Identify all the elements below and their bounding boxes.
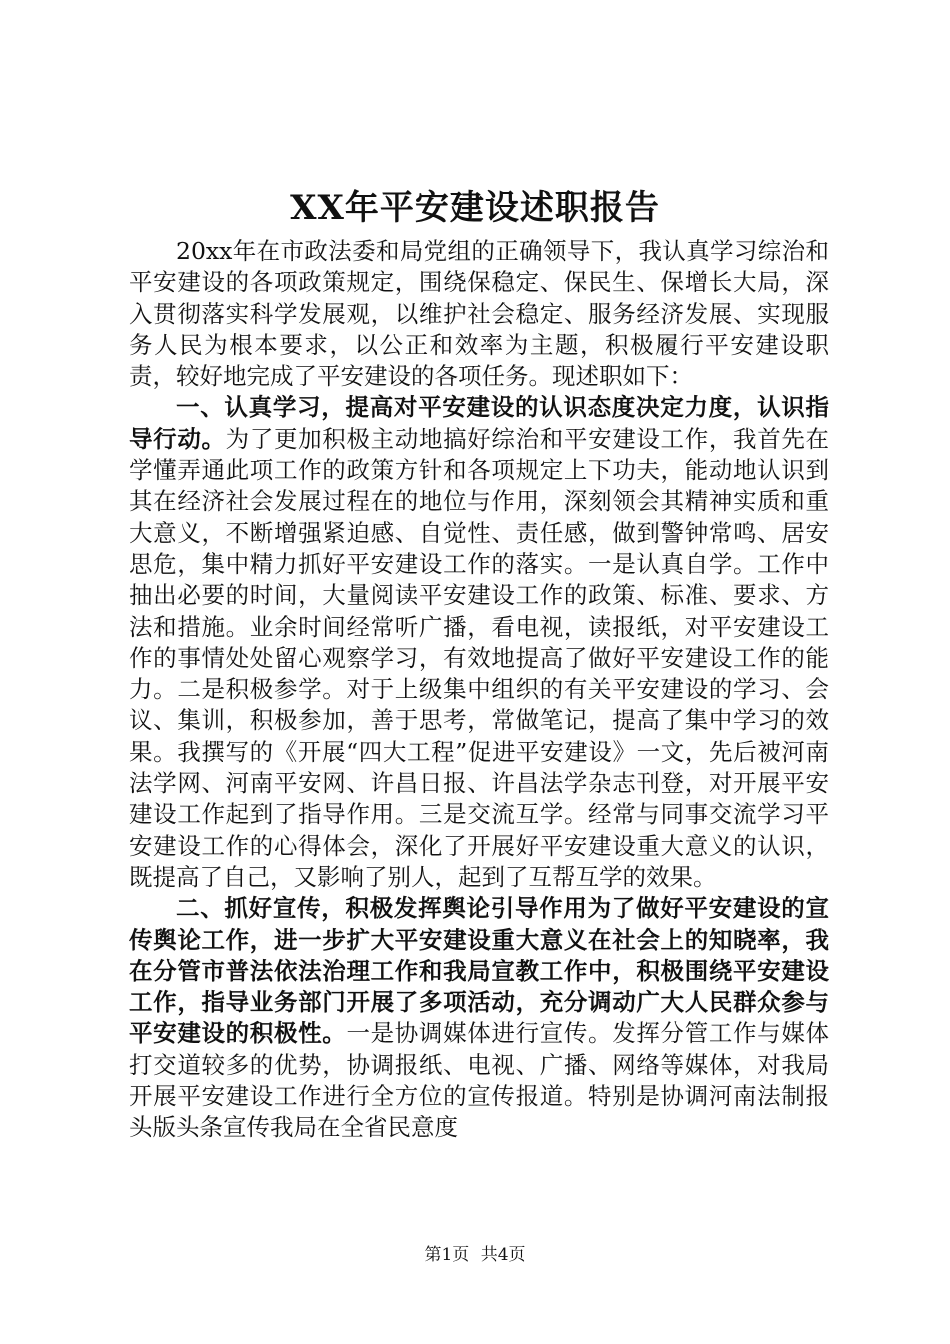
paragraph-section-2 <box>129 893 829 1143</box>
paragraph-heading: 二、抓好宣传，积极发挥舆论引导作用为了做好平安建设的宣传舆论工作，进一步扩大平安建设重大意义在社会上的知晓率，我在分管市普法依法治理工作和我局宣教工作中，积极围绕平安建设工作，指导业务部门开展了多项活动，充分调动广大人民群众参与平安建设的积极性。 <box>129 894 829 1048</box>
paragraph-text: 为了更加积极主动地搞好综治和平安建设工作，我首先在学懂弄通此项工作的政策方针和各项规定上下功夫，能动地认识到其在经济社会发展过程在的地位与作用，深刻领会其精神实质和重大意义，不断增强紧迫感、自觉性、责任感，做到警钟常鸣、居安思危，集中精力抓好平安建设工作的落实。一是认真自学。工作中抽出必要的时间，大量阅读平安建设工作的政策、标准、要求、方法和措施。业余时间经常听广播，看电视，读报纸，对平安建设工作的事情处处留心观察学习，有效地提高了做好平安建设工作的能力。二是积极参学。对于上级集中组织的有关平安建设的学习、会议、集训，积极参加，善于思考，常做笔记，提高了集中学习的效果。我撰写的《开展“四大工程”促进平安建设》一文，先后被河南法学网、河南平安网、许昌日报、许昌法学杂志刊登，对开展平安建设工作起到了指导作用。三是交流互学。经常与同事交流学习平安建设工作的心得体会，深化了开展好平安建设重大意义的认识，既提高了自己，又影响了别人，起到了互帮互学的效果。 <box>129 424 830 891</box>
paragraph-intro <box>129 236 829 392</box>
paragraph-section-1 <box>129 392 829 893</box>
paragraph-text: 20xx年在市政法委和局党组的正确领导下，我认真学习综治和平安建设的各项政策规定，围绕保稳定、保民生、保增长大局，深入贯彻落实科学发展观，以维护社会稳定、服务经济发展、实现服务人民为根本要求，以公正和效率为主题，积极履行平安建设职责，较好地完成了平安建设的各项任务。现述职如下： <box>129 237 829 391</box>
document-title: XX年平安建设述职报告 <box>290 188 660 228</box>
page-number: 第1页 <box>424 1245 470 1265</box>
paragraph-heading: 一、认真学习，提高对平安建设的认识态度决定力度，认识指导行动。 <box>129 393 829 453</box>
document-body <box>129 236 829 1144</box>
page-footer <box>0 1244 950 1266</box>
page-total: 共4页 <box>480 1245 526 1265</box>
paragraph-text: 一是协调媒体进行宣传。发挥分管工作与媒体打交道较多的优势，协调报纸、电视、广播、网络等媒体，对我局开展平安建设工作进行全方位的宣传报道。特别是协调河南法制报头版头条宣传我局在全省民意度 <box>129 1019 830 1142</box>
